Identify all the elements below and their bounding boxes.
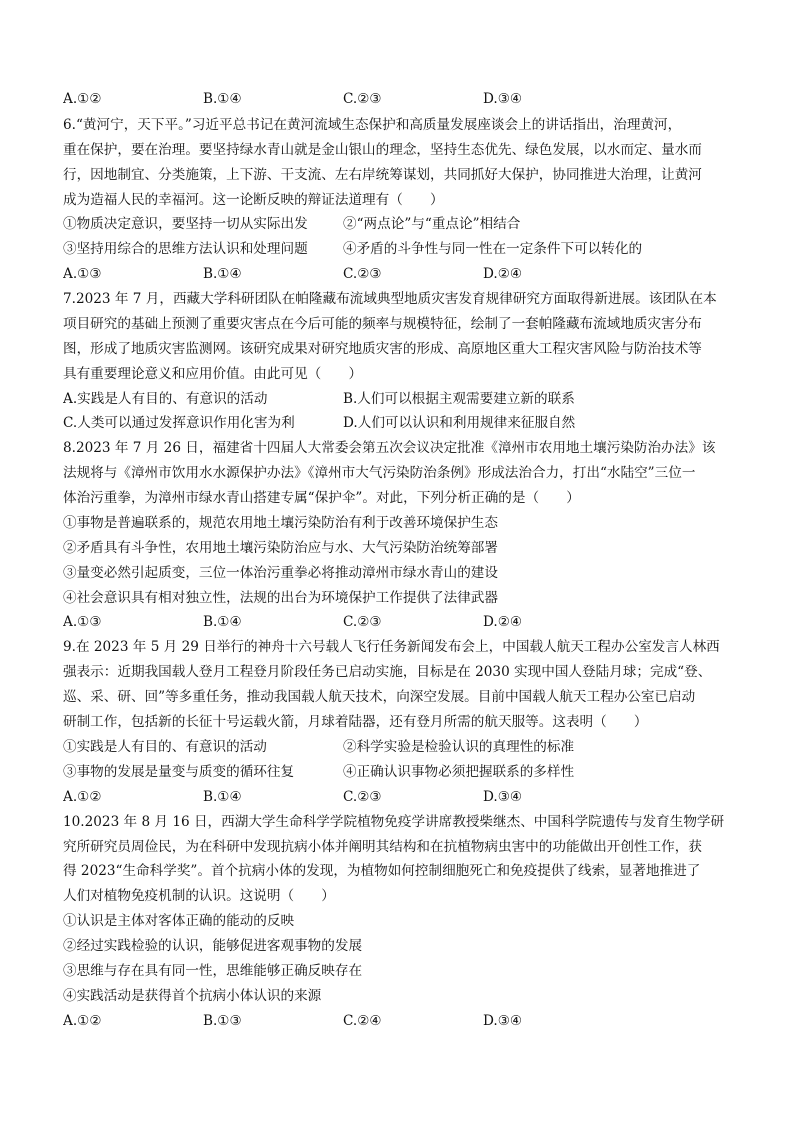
- q10-stem-line: 10.2023 年 8 月 16 日，西湖大学生命科学学院植物免疫学讲席教授柴继杰、中国科学院遗传与发育生物学研: [63, 814, 725, 830]
- q6-statements-row: [63, 239, 735, 259]
- q8-statement-1: ①事物是普遍联系的，规范农用地土壤污染防治有利于改善环境保护生态: [63, 515, 498, 531]
- q9-statement-2: ②科学实验是检验认识的真理性的标准: [343, 739, 575, 755]
- q9-stem-line: 研制工作，包括新的长征十号运载火箭，月球着陆器，还有登月所需的航天服等。这表明（ ）: [63, 714, 648, 730]
- q9-stem-line: 强表示：近期我国载人登月工程登月阶段任务已启动实施，目标是在 2030 实现中国人登陆月球；完成“登、: [63, 664, 712, 680]
- option-c[interactable]: C.②③: [343, 614, 382, 630]
- q9-statement-4: ④正确认识事物必须把握联系的多样性: [343, 764, 575, 780]
- q10-statement-3: ③思维与存在具有同一性，思维能够正确反映存在: [63, 963, 363, 979]
- q9-stem-line: 9.在 2023 年 5 月 29 日举行的神舟十六号载人飞行任务新闻发布会上，中国载人航天工程办公室发言人林西: [63, 639, 720, 655]
- option-d[interactable]: D.③④: [483, 1013, 523, 1029]
- option-b[interactable]: B.①④: [203, 91, 242, 107]
- option-c[interactable]: C.②③: [343, 91, 382, 107]
- q10-statement-1: ①认识是主体对客体正确的能动的反映: [63, 913, 295, 929]
- q10-stem-line: 究所研究员周俭民，为在科研中发现抗病小体并阐明其结构和在抗植物病虫害中的功能做出开创性工作，获: [63, 839, 702, 855]
- q10-stem-line: 得 2023“生命科学奖”。首个抗病小体的发现，为植物如何控制细胞死亡和免疫提供了线索，显著地推进了: [63, 863, 701, 879]
- option-d[interactable]: D.人们可以认识和利用规律来征服自然: [343, 415, 576, 431]
- option-b[interactable]: B.①④: [203, 266, 242, 282]
- option-b[interactable]: B.人们可以根据主观需要建立新的联系: [343, 391, 575, 407]
- q8-stem-line: 体治污重拳，为漳州市绿水青山搭建专属“保护伞”。对此，下列分析正确的是（ ）: [63, 490, 580, 506]
- q8-statement-4: ④社会意识具有相对独立性，法规的出台为环境保护工作提供了法律武器: [63, 590, 498, 606]
- q9-options: [63, 787, 735, 807]
- option-b[interactable]: B.①④: [203, 614, 242, 630]
- q9-statement-3: ③事物的发展是量变与质变的循环往复: [63, 764, 295, 780]
- option-d[interactable]: D.③④: [483, 789, 523, 805]
- q10-statement-2: ②经过实践检验的认识，能够促进客观事物的发展: [63, 938, 363, 954]
- q7-stem-line: 图，形成了地质灾害监测网。该研究成果对研究地质灾害的形成、高原地区重大工程灾害风险与防治技术等: [63, 341, 702, 357]
- q8-statement-3: ③量变必然引起质变，三位一体治污重拳必将推动漳州市绿水青山的建设: [63, 565, 498, 581]
- option-c[interactable]: C.人类可以通过发挥意识作用化害为利: [63, 415, 295, 431]
- q7-stem-line: 7.2023 年 7 月，西藏大学科研团队在帕隆藏布流域典型地质灾害发育规律研究方面取得新进展。该团队在本: [63, 291, 717, 307]
- option-d[interactable]: D.③④: [483, 91, 523, 107]
- q8-stem-line: 法规将与《漳州市饮用水水源保护办法》《漳州市大气污染防治条例》形成法治合力，打出“水陆空”三位一: [63, 465, 696, 481]
- q10-options: [63, 1011, 735, 1031]
- q9-statement-1: ①实践是人有目的、有意识的活动: [63, 739, 267, 755]
- option-a[interactable]: A.①③: [63, 266, 102, 282]
- q8-stem-line: 8.2023 年 7 月 26 日，福建省十四届人大常委会第五次会议决定批准《漳州市农用地土壤污染防治办法》该: [63, 440, 716, 456]
- q9-statements-row: [63, 762, 735, 782]
- option-c[interactable]: C.②③: [343, 789, 382, 805]
- q6-statement-4: ④矛盾的斗争性与同一性在一定条件下可以转化的: [343, 241, 643, 257]
- q6-stem-line: 成为造福人民的幸福河。这一论断反映的辩证法道理有（ ）: [63, 192, 444, 208]
- option-a[interactable]: A.①②: [63, 1013, 102, 1029]
- option-b[interactable]: B.①④: [203, 789, 242, 805]
- option-a[interactable]: A.①②: [63, 91, 102, 107]
- q7-stem-line: 具有重要理论意义和应用价值。由此可见（ ）: [63, 366, 363, 382]
- q6-statement-3: ③坚持用综合的思维方法认识和处理问题: [63, 241, 308, 257]
- option-a[interactable]: A.实践是人有目的、有意识的活动: [63, 391, 268, 407]
- q5-options: [63, 89, 735, 109]
- q7-stem-line: 项目研究的基础上预测了重要灾害点在今后可能的频率与规模特征，绘制了一套帕隆藏布流域地质灾害分布: [63, 316, 702, 332]
- q8-options: [63, 612, 735, 632]
- option-c[interactable]: C.②③: [343, 266, 382, 282]
- q6-stem-line: 重在保护，要在治理。要坚持绿水青山就是金山银山的理念，坚持生态优先、绿色发展，以水而定、量水而: [63, 142, 702, 158]
- q6-stem-line: 行，因地制宜、分类施策，上下游、干支流、左右岸统筹谋划，共同抓好大保护，协同推进大治理，让黄河: [63, 167, 702, 183]
- option-b[interactable]: B.①③: [203, 1013, 242, 1029]
- option-a[interactable]: A.①②: [63, 789, 102, 805]
- q6-stem-line: 6.“黄河宁，天下平。”习近平总书记在黄河流域生态保护和高质量发展座谈会上的讲话指出，治理黄河，: [63, 117, 682, 133]
- q6-statement-1: ①物质决定意识，要坚持一切从实际出发: [63, 216, 308, 232]
- q6-options: [63, 264, 735, 284]
- q9-stem-line: 巡、采、研、回”等多重任务，推动我国载人航天技术，向深空发展。目前中国载人航天工程办公室已启动: [63, 689, 696, 705]
- q9-statements-row: [63, 737, 735, 757]
- option-d[interactable]: D.②④: [483, 614, 523, 630]
- q7-options-row: [63, 389, 735, 409]
- q7-options-row: [63, 413, 735, 433]
- option-a[interactable]: A.①③: [63, 614, 102, 630]
- q8-statement-2: ②矛盾具有斗争性，农用地土壤污染防治应与水、大气污染防治统筹部署: [63, 540, 498, 556]
- option-c[interactable]: C.②④: [343, 1013, 382, 1029]
- q6-statements-row: [63, 214, 735, 234]
- q10-stem-line: 人们对植物免疫机制的认识。这说明（ ）: [63, 888, 335, 904]
- q6-statement-2: ②“两点论”与“重点论”相结合: [343, 216, 521, 232]
- option-d[interactable]: D.②④: [483, 266, 523, 282]
- q10-statement-4: ④实践活动是获得首个抗病小体认识的来源: [63, 988, 322, 1004]
